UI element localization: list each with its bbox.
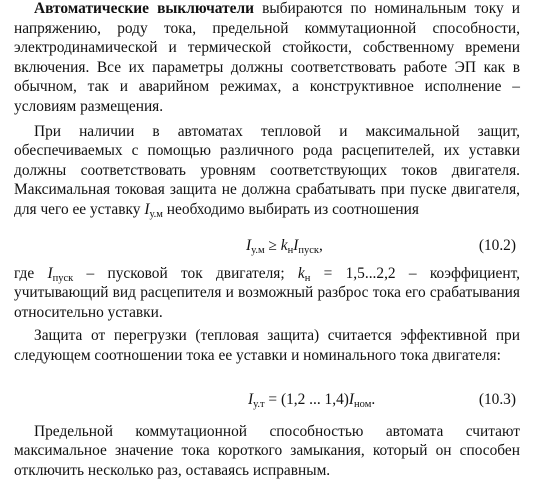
term-circuit-breakers: Автоматические выключатели [34, 0, 254, 17]
equation-10-2 [14, 234, 520, 258]
symbol-current: I [246, 237, 251, 254]
punctuation: . [371, 391, 375, 408]
paragraph-protection-settings [14, 122, 520, 220]
symbol-current: I [349, 391, 354, 408]
equation-middle: = (1,2 ... 1,4) [265, 391, 349, 408]
relation-sign: ≥ [265, 237, 281, 254]
symbol-current: I [144, 201, 149, 218]
equation-expression [246, 236, 323, 256]
paragraph-overload-protection: Защита от перегрузки (тепловая защита) считается эффективной при следующем соотношении тока ее уставки и номинального тока двигателя: [14, 326, 520, 365]
paragraph-text: необходимо выбирать из соотношения [163, 201, 419, 218]
equation-10-3 [14, 388, 520, 412]
symbol-subscript: ном [354, 399, 371, 410]
paragraph-breaking-capacity: Предельной коммутационной способностью автомата считают максимальное значение тока короткого замыкания, который он способен отключить несколько раз, оставаясь исправным. [14, 422, 520, 480]
paragraph-variable-definitions [14, 264, 520, 323]
symbol-current: I [248, 391, 253, 408]
paragraph-text: выбираются по номинальным току и напряжению, роду тока, предельной коммутационной способности, электродинамической и термической стойкости, собственному времени включения. Все их параметры должны соответствовать работе ЭП как в обычном, так и аварийном режимах, а конструктивное исполнение – условиям размещения. [14, 0, 520, 115]
paragraph-text: – пусковой ток двигателя; [73, 265, 298, 282]
paragraph-text: где [14, 265, 47, 282]
symbol-subscript: у.м [149, 209, 162, 220]
equation-expression [248, 390, 375, 410]
equation-number: (10.3) [479, 390, 516, 410]
symbol-subscript: н [305, 273, 311, 284]
symbol-subscript: н [288, 245, 294, 256]
equation-number: (10.2) [479, 236, 516, 256]
symbol-coefficient: k [281, 237, 288, 254]
symbol-subscript: у.т [253, 399, 264, 410]
symbol-current: I [293, 237, 298, 254]
paragraph-text: При наличии в автоматах тепловой и максимальной защит, обеспечиваемых с помощью различного рода расцепителей, их уставки должны соответствовать уровням соответствующих токов двигателя. Максимальная токовая защита не должна срабатывать при пуске двигателя, для чего ее уставку [14, 123, 520, 218]
paragraph-circuit-breakers-selection [14, 0, 520, 117]
symbol-subscript: пуск [298, 245, 319, 256]
punctuation: , [319, 237, 323, 254]
paragraph-text: = 1,5...2,2 – коэффициент, учитывающий вид расцепителя и возможный разброс тока его срабатывания относительно уставки. [14, 265, 520, 321]
symbol-subscript: пуск [53, 273, 74, 284]
symbol-current: I [47, 265, 52, 282]
symbol-subscript: у.м [251, 245, 264, 256]
symbol-coefficient: k [298, 265, 305, 282]
